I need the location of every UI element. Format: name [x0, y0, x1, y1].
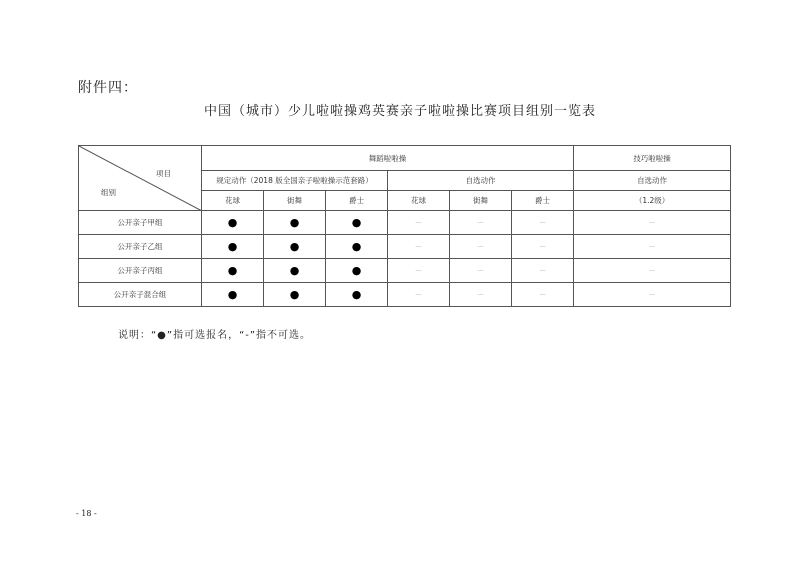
table-cell: ●: [202, 211, 264, 235]
header-freestyle-a: 自选动作: [388, 171, 574, 191]
event-group-table: [78, 145, 731, 307]
table-cell: －: [450, 235, 512, 259]
table-cell: ●: [326, 283, 388, 307]
cat-pom-required: 花球: [202, 191, 264, 211]
table-cell: ●: [264, 235, 326, 259]
table-cell: ●: [264, 283, 326, 307]
header-skill-cheer: 技巧啦啦操: [574, 146, 731, 171]
row-label: 公开亲子丙组: [79, 259, 202, 283]
corner-header-cell: [79, 146, 202, 211]
table-cell: －: [388, 259, 450, 283]
cat-hiphop-freestyle: 街舞: [450, 191, 512, 211]
table-cell: －: [574, 283, 731, 307]
table-cell: ●: [202, 283, 264, 307]
table-cell: －: [450, 211, 512, 235]
row-label: 公开亲子甲组: [79, 211, 202, 235]
row-label: 公开亲子混合组: [79, 283, 202, 307]
attachment-label: 附件四：: [78, 80, 138, 96]
page-number: - 18 -: [76, 509, 97, 518]
table-row: [79, 211, 731, 235]
table-cell: －: [512, 235, 574, 259]
header-required-routine: 规定动作（2018 版全国亲子啦啦操示范套路）: [202, 171, 388, 191]
table-cell: ●: [326, 259, 388, 283]
table-cell: ●: [264, 211, 326, 235]
header-freestyle-b: 自选动作: [574, 171, 731, 191]
table-cell: －: [512, 211, 574, 235]
cat-hiphop-required: 街舞: [264, 191, 326, 211]
table-cell: －: [388, 235, 450, 259]
document-title: 中国（城市）少儿啦啦操鸡英赛亲子啦啦操比赛项目组别一览表: [203, 104, 596, 119]
table-cell: －: [574, 235, 731, 259]
header-dance-cheer: 舞蹈啦啦操: [202, 146, 574, 171]
corner-item-label: 项目: [156, 169, 171, 178]
table-cell: －: [450, 283, 512, 307]
table-cell: －: [574, 211, 731, 235]
table-cell: －: [388, 283, 450, 307]
table-cell: －: [388, 211, 450, 235]
table-row: [79, 283, 731, 307]
cat-jazz-freestyle: 爵士: [512, 191, 574, 211]
table-cell: ●: [202, 235, 264, 259]
corner-group-label: 组别: [101, 188, 116, 197]
table-cell: ●: [202, 259, 264, 283]
table-cell: －: [450, 259, 512, 283]
table-cell: ●: [326, 211, 388, 235]
cat-pom-freestyle: 花球: [388, 191, 450, 211]
diagonal-line: [79, 146, 202, 211]
cat-level: （1.2级）: [574, 191, 731, 211]
table-cell: ●: [326, 235, 388, 259]
table-cell: －: [512, 283, 574, 307]
row-label: 公开亲子乙组: [79, 235, 202, 259]
table-cell: －: [574, 259, 731, 283]
table-cell: －: [512, 259, 574, 283]
table-cell: ●: [264, 259, 326, 283]
table-note: 说明：“●”指可选报名，“-”指不可选。: [118, 330, 312, 341]
table-row: [79, 235, 731, 259]
cat-jazz-required: 爵士: [326, 191, 388, 211]
table-row: [79, 259, 731, 283]
